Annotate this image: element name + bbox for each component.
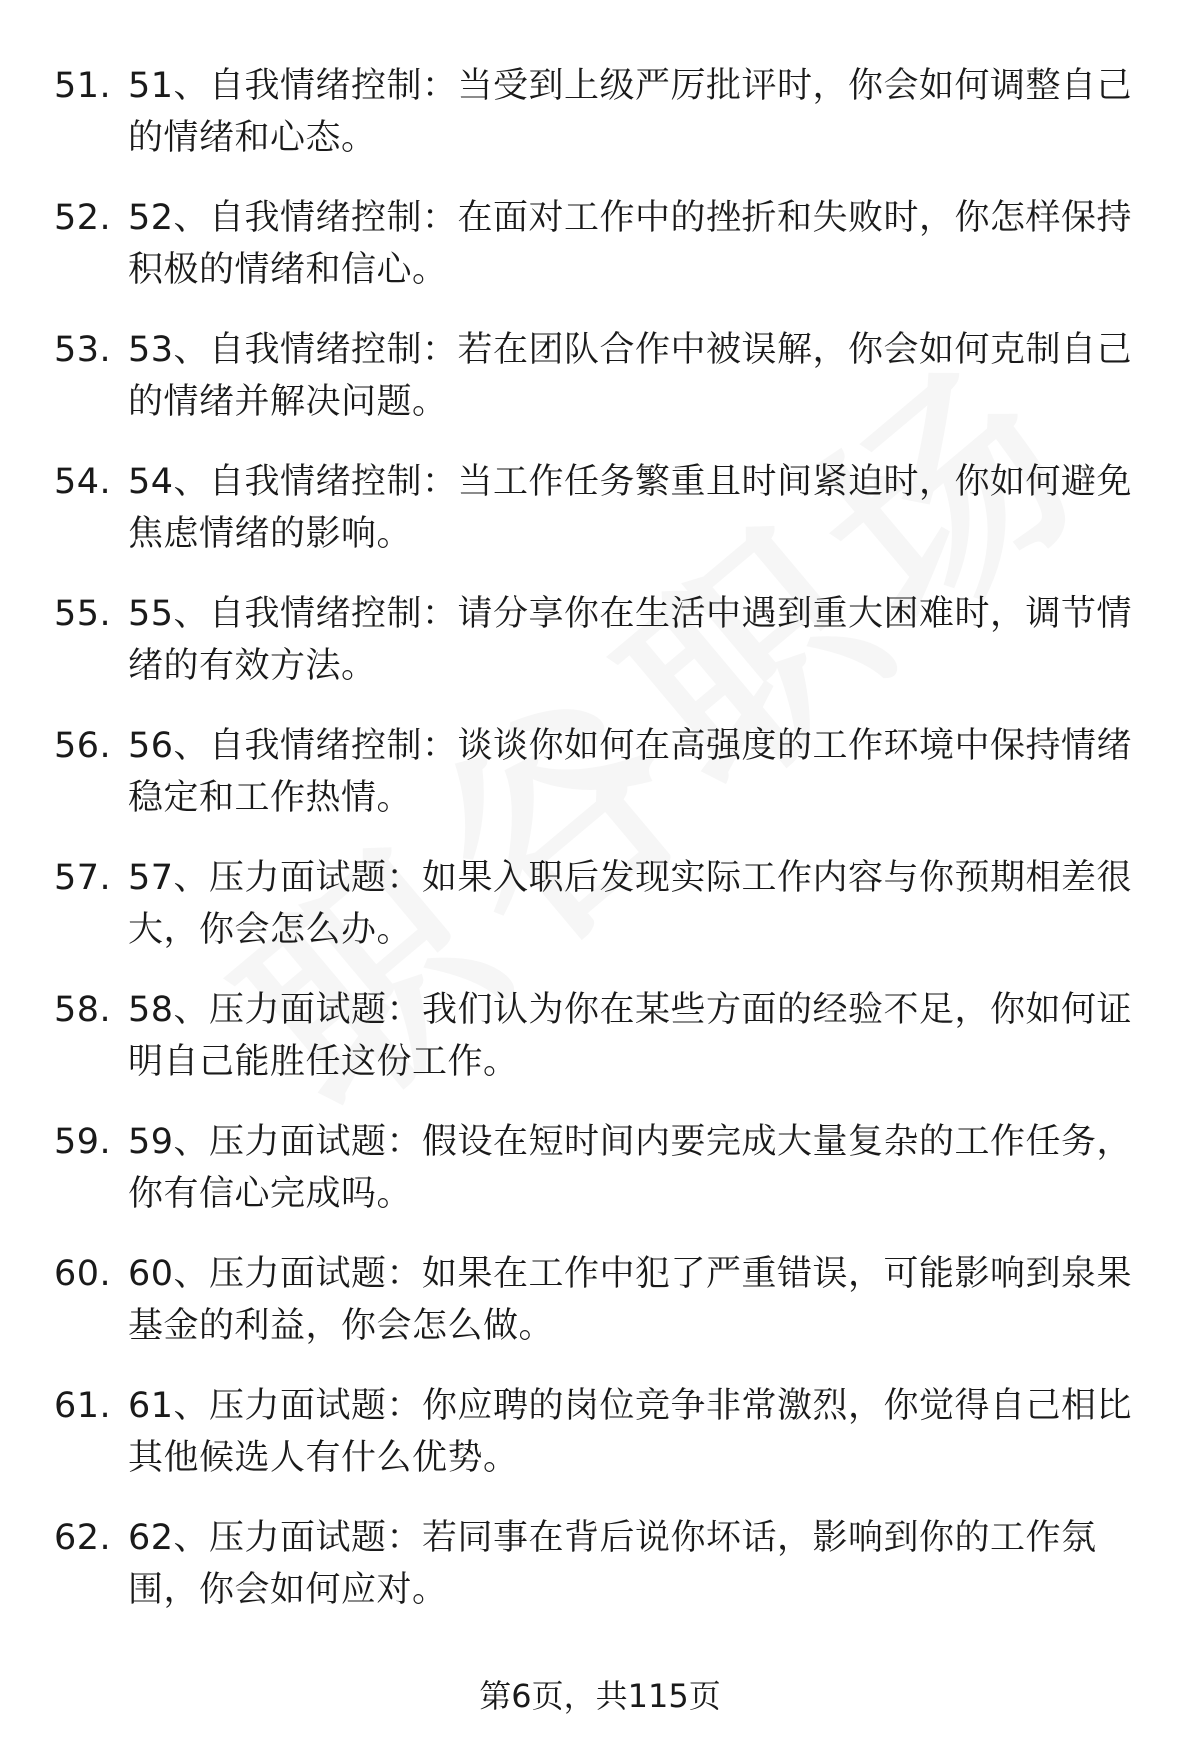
- list-item-text: 58、压力面试题：我们认为你在某些方面的经验不足，你如何证明自己能胜任这份工作。: [128, 990, 1133, 1082]
- list-item-number: 52.: [54, 198, 112, 238]
- list-item-text: 53、自我情绪控制：若在团队合作中被误解，你会如何克制自己的情绪并解决问题。: [128, 330, 1133, 422]
- list-item-number: 55.: [54, 594, 112, 634]
- list-item-number: 59.: [54, 1122, 112, 1162]
- question-list: [0, 50, 1200, 1634]
- list-item-number: 57.: [54, 858, 112, 898]
- list-item-text: 55、自我情绪控制：请分享你在生活中遇到重大困难时，调节情绪的有效方法。: [128, 594, 1133, 686]
- list-item-number: 62.: [54, 1518, 112, 1558]
- list-item: [0, 842, 1200, 974]
- list-item: [0, 1106, 1200, 1238]
- list-item-text: 59、压力面试题：假设在短时间内要完成大量复杂的工作任务，你有信心完成吗。: [128, 1122, 1133, 1214]
- list-item-text: 61、压力面试题：你应聘的岗位竞争非常激烈，你觉得自己相比其他候选人有什么优势。: [128, 1386, 1133, 1478]
- list-item-text: 51、自我情绪控制：当受到上级严厉批评时，你会如何调整自己的情绪和心态。: [128, 66, 1133, 158]
- page-indicator: 第6页，共115页: [479, 1677, 721, 1715]
- list-item-number: 51.: [54, 66, 112, 106]
- list-item-text: 54、自我情绪控制：当工作任务繁重且时间紧迫时，你如何避免焦虑情绪的影响。: [128, 462, 1133, 554]
- list-item-text: 52、自我情绪控制：在面对工作中的挫折和失败时，你怎样保持积极的情绪和信心。: [128, 198, 1133, 290]
- list-item: [0, 1370, 1200, 1502]
- list-item-text: 62、压力面试题：若同事在背后说你坏话，影响到你的工作氛围，你会如何应对。: [128, 1518, 1097, 1610]
- list-item: [0, 710, 1200, 842]
- list-item-number: 58.: [54, 990, 112, 1030]
- list-item-number: 60.: [54, 1254, 112, 1294]
- list-item: [0, 1238, 1200, 1370]
- list-item: [0, 974, 1200, 1106]
- list-item-text: 57、压力面试题：如果入职后发现实际工作内容与你预期相差很大，你会怎么办。: [128, 858, 1133, 950]
- list-item: [0, 182, 1200, 314]
- list-item-text: 60、压力面试题：如果在工作中犯了严重错误，可能影响到泉果基金的利益，你会怎么做。: [128, 1254, 1133, 1346]
- list-item-number: 56.: [54, 726, 112, 766]
- list-item: [0, 314, 1200, 446]
- list-item-number: 61.: [54, 1386, 112, 1426]
- list-item-text: 56、自我情绪控制：谈谈你如何在高强度的工作环境中保持情绪稳定和工作热情。: [128, 726, 1133, 818]
- list-item: [0, 578, 1200, 710]
- list-item-number: 53.: [54, 330, 112, 370]
- list-item: [0, 1502, 1200, 1634]
- list-item-number: 54.: [54, 462, 112, 502]
- list-item: [0, 446, 1200, 578]
- list-item: [0, 50, 1200, 182]
